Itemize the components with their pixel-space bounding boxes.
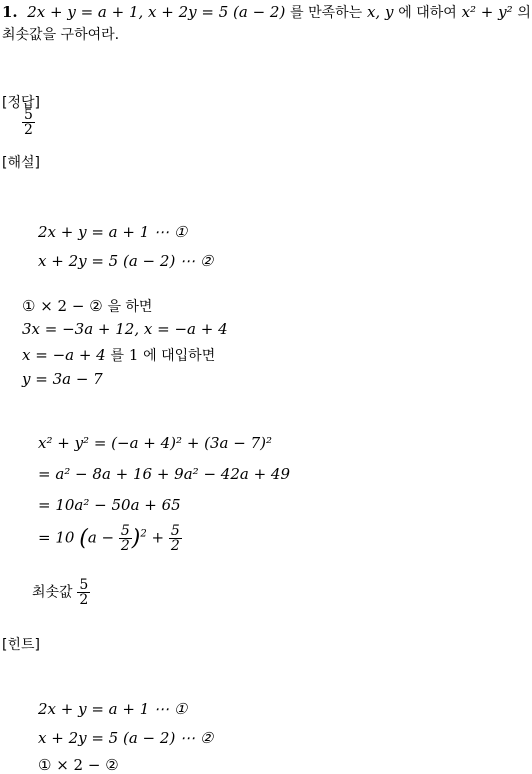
- step1-text: 을 하면: [107, 299, 153, 315]
- problem-number: 1.: [2, 3, 18, 21]
- step3-text: 를: [110, 348, 125, 364]
- solution-step4: y = 3a − 7: [22, 370, 103, 388]
- answer-denominator: 2: [24, 122, 33, 138]
- calc4-prefix: = 10: [38, 528, 75, 547]
- open-paren-icon: (: [79, 526, 88, 551]
- calc4-frac-den: 2: [120, 538, 130, 554]
- hint-step: ① × 2 − ②: [38, 756, 119, 774]
- calc4-a: a −: [87, 528, 115, 547]
- problem-text-3: 의: [517, 5, 531, 21]
- solution-label: [해설]: [2, 155, 40, 171]
- step3-text2: 에 대입하면: [143, 348, 216, 364]
- calc4-frac2-num: 5: [170, 523, 180, 539]
- solution-step1: [22, 296, 152, 316]
- problem-equations: 2x + y = a + 1, x + 2y = 5 (a − 2): [27, 3, 286, 21]
- answer-label: [정답]: [2, 95, 40, 111]
- hint-label: [힌트]: [2, 637, 40, 653]
- hint-eq2: x + 2y = 5 (a − 2) ⋯ ②: [38, 729, 214, 747]
- calc4-plus: +: [151, 528, 165, 547]
- calc4-frac2-den: 2: [170, 538, 180, 554]
- problem-vars: x, y: [366, 3, 394, 21]
- close-paren-icon: ): [131, 526, 141, 551]
- problem-line-1: [2, 2, 531, 22]
- step1-math: ① × 2 − ②: [22, 297, 103, 315]
- step3-math2: 1: [128, 346, 139, 364]
- problem-line-2: 최솟값을 구하여라.: [2, 27, 120, 43]
- answer-fraction: [22, 108, 35, 137]
- min-num: 5: [79, 577, 89, 593]
- min-label: 최솟값: [32, 584, 73, 601]
- problem-text-2: 에 대하여: [398, 5, 457, 21]
- solution-calc1: x² + y² = (−a + 4)² + (3a − 7)²: [38, 434, 273, 452]
- solution-calc3: = 10a² − 50a + 65: [38, 496, 181, 514]
- answer-numerator: 5: [24, 107, 33, 123]
- problem-text-1: 를 만족하는: [290, 5, 363, 21]
- min-den: 2: [79, 592, 89, 608]
- solution-calc4: [38, 524, 182, 553]
- step3-math: x = −a + 4: [22, 346, 106, 364]
- solution-eq2: x + 2y = 5 (a − 2) ⋯ ②: [38, 252, 214, 270]
- solution-calc2: = a² − 8a + 16 + 9a² − 42a + 49: [38, 465, 291, 483]
- hint-eq1: 2x + y = a + 1 ⋯ ①: [38, 700, 188, 718]
- solution-step3: [22, 345, 215, 365]
- calc4-frac-num: 5: [120, 523, 130, 539]
- problem-expr: x² + y²: [461, 3, 513, 21]
- solution-min: [32, 578, 90, 607]
- square-exponent: 2: [140, 528, 147, 540]
- solution-step2: 3x = −3a + 12, x = −a + 4: [22, 320, 228, 338]
- solution-eq1: 2x + y = a + 1 ⋯ ①: [38, 223, 188, 241]
